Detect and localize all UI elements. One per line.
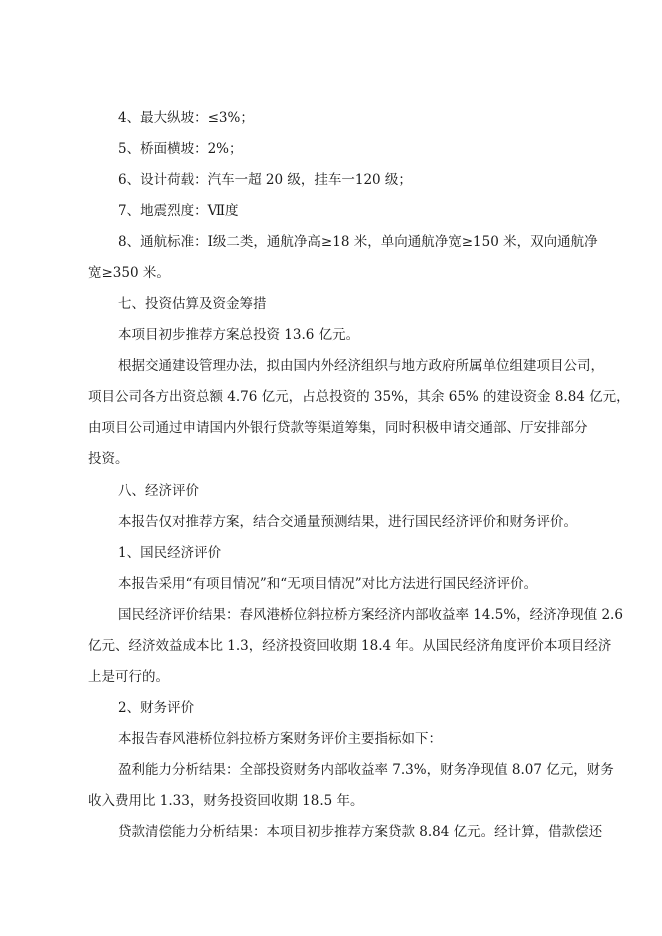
paragraph-line: 上是可行的。 bbox=[88, 669, 169, 685]
section-heading-investment: 七、投资估算及资金筹措 bbox=[118, 296, 267, 312]
paragraph-line: 投资。 bbox=[88, 451, 129, 467]
list-item-seismic: 7、地震烈度：Ⅶ度 bbox=[118, 203, 239, 219]
paragraph-line: 本报告采用“有项目情况”和“无项目情况”对比方法进行国民经济评价。 bbox=[118, 576, 538, 592]
paragraph-line: 本报告仅对推荐方案，结合交通量预测结果，进行国民经济评价和财务评价。 bbox=[118, 514, 577, 530]
subsection-heading-national: 1、国民经济评价 bbox=[118, 545, 222, 561]
paragraph-line: 本报告春风港桥位斜拉桥方案财务评价主要指标如下： bbox=[118, 731, 442, 747]
paragraph-line: 项目公司各方出资总额 4.76 亿元，占总投资的 35%，其余 65% 的建设资金 8.84 亿元， bbox=[88, 389, 630, 405]
list-item-cross-slope: 5、桥面横坡：2%； bbox=[118, 141, 243, 157]
list-item-max-grade: 4、最大纵坡：≤3%； bbox=[118, 110, 254, 126]
paragraph-line: 收入费用比 1.33，财务投资回收期 18.5 年。 bbox=[88, 793, 364, 809]
subsection-heading-financial: 2、财务评价 bbox=[118, 700, 195, 716]
paragraph-line: 贷款清偿能力分析结果：本项目初步推荐方案贷款 8.84 亿元。经计算，借款偿还 bbox=[118, 824, 603, 840]
section-heading-economic: 八、经济评价 bbox=[118, 483, 199, 499]
paragraph-line: 亿元、经济效益成本比 1.3，经济投资回收期 18.4 年。从国民经济角度评价本项目经济 bbox=[88, 638, 612, 654]
paragraph-line: 宽≥350 米。 bbox=[88, 265, 170, 281]
list-item-design-load: 6、设计荷载：汽车一超 20 级，挂车一120 级； bbox=[118, 172, 412, 188]
paragraph-line: 本项目初步推荐方案总投资 13.6 亿元。 bbox=[118, 327, 360, 343]
paragraph-line: 根据交通建设管理办法，拟由国内外经济组织与地方政府所属单位组建项目公司， bbox=[118, 358, 604, 374]
list-item-navigation: 8、通航标准：Ⅰ级二类，通航净高≥18 米，单向通航净宽≥150 米，双向通航净 bbox=[118, 234, 598, 250]
paragraph-line: 盈利能力分析结果：全部投资财务内部收益率 7.3%，财务净现值 8.07 亿元，财务 bbox=[118, 762, 614, 778]
paragraph-line: 由项目公司通过申请国内外银行贷款等渠道筹集，同时积极申请交通部、厅安排部分 bbox=[88, 420, 588, 436]
paragraph-line: 国民经济评价结果：春风港桥位斜拉桥方案经济内部收益率 14.5%，经济净现值 2.6 bbox=[118, 607, 623, 623]
